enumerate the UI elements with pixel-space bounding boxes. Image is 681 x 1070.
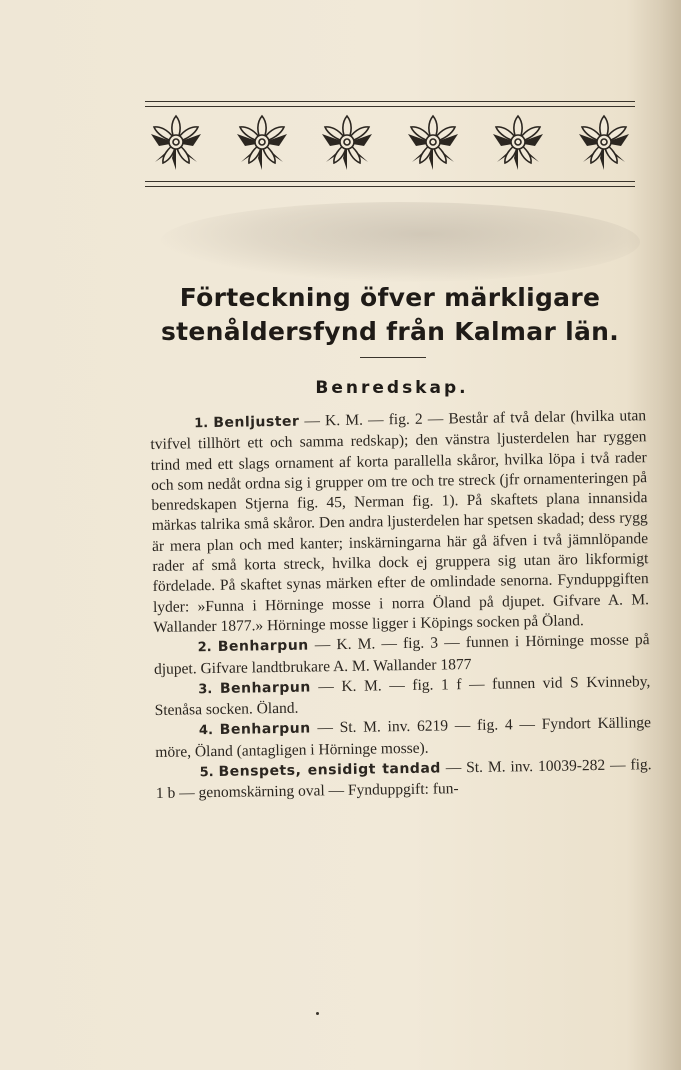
flower-ornament-band (145, 110, 635, 176)
entry-number: 5. (199, 765, 214, 781)
entry-name: Benspets, ensidigt tandad (218, 760, 441, 781)
entry-number: 4. (198, 723, 214, 739)
entry-text: — K. M. — fig. 2 — Består af två delar (hvilka utan tvifvel tillhört ett och samma redskap); den vänstra ljusterdelen har ryggen trind med ett slags ornament af korta parallella skåror, hvilka löpa i två rader och som nedåt ordna sig i grupper om tre och tre streck (jfr ornamenteringen på benredskapen Stjerna fig. 45, Nerman fig. 1). På skaftets plana innansida märkas talrika små skåror. Den andra ljusterdelen har spetsen skadad; dess rygg är mera plan och med kanter; inskärningarna här gå äfven i två jämnlöpande rader af små korta streck, hvilka dock ej gruppera sig utan äro likformigt fördelade. På skaftet synas märken efter de omlindade senorna. Fynduppgiften lyder: »Funna i Hörninge mosse i norra Öland på djupet. Gifvare A. M. Wallander 1877.» Hörninge mosse ligger i Köpings socken på Öland. (150, 407, 650, 636)
section-heading: Benredskap. (315, 378, 469, 398)
bottom-rule (145, 186, 635, 187)
title-divider (360, 357, 426, 358)
entry-number: 2. (197, 640, 212, 656)
flower-ornament-icon (316, 112, 378, 174)
flower-ornament-icon (487, 112, 549, 174)
paper-stain (160, 202, 640, 282)
top-rule-thin (145, 106, 635, 107)
flower-ornament-icon (231, 112, 293, 174)
entry-name: Benharpun (217, 637, 309, 656)
entry-number: 3. (198, 681, 213, 698)
bottom-rule-thin (145, 181, 635, 182)
flower-ornament-icon (573, 112, 635, 174)
ink-speck (316, 1012, 319, 1015)
entry-name: Benljuster (213, 413, 300, 432)
flower-ornament-icon (145, 112, 207, 174)
entry-list (150, 406, 652, 804)
entry-number: 1. (194, 416, 209, 432)
entry-name: Benharpun (219, 720, 311, 739)
entry-item (155, 755, 652, 804)
entry-text: — K. M. — fig. 3 — funnen i Hörninge mosse på djupet. Gifvare landtbrukare A. M. Wallander 1877 (153, 631, 650, 678)
title-line-1: Förteckning öfver märkligare (179, 283, 601, 312)
top-rule (145, 101, 635, 102)
flower-ornament-icon (402, 112, 464, 174)
entry-text: — K. M. — fig. 1 f — funnen vid S Kvinneby, Stenåsa socken. Öland. (154, 673, 651, 720)
entry-text: — St. M. inv. 6219 — fig. 4 — Fyndort Källinge möre, Öland (antagligen i Hörninge mosse). (155, 714, 652, 761)
entry-text: — St. M. inv. 10039-282 — fig. 1 b — genomskärning oval — Fynduppgift: fun- (155, 756, 652, 803)
title-line-2: stenåldersfynd från Kalmar län. (160, 317, 620, 346)
entry-name: Benharpun (219, 679, 311, 697)
entry-item (150, 406, 649, 638)
